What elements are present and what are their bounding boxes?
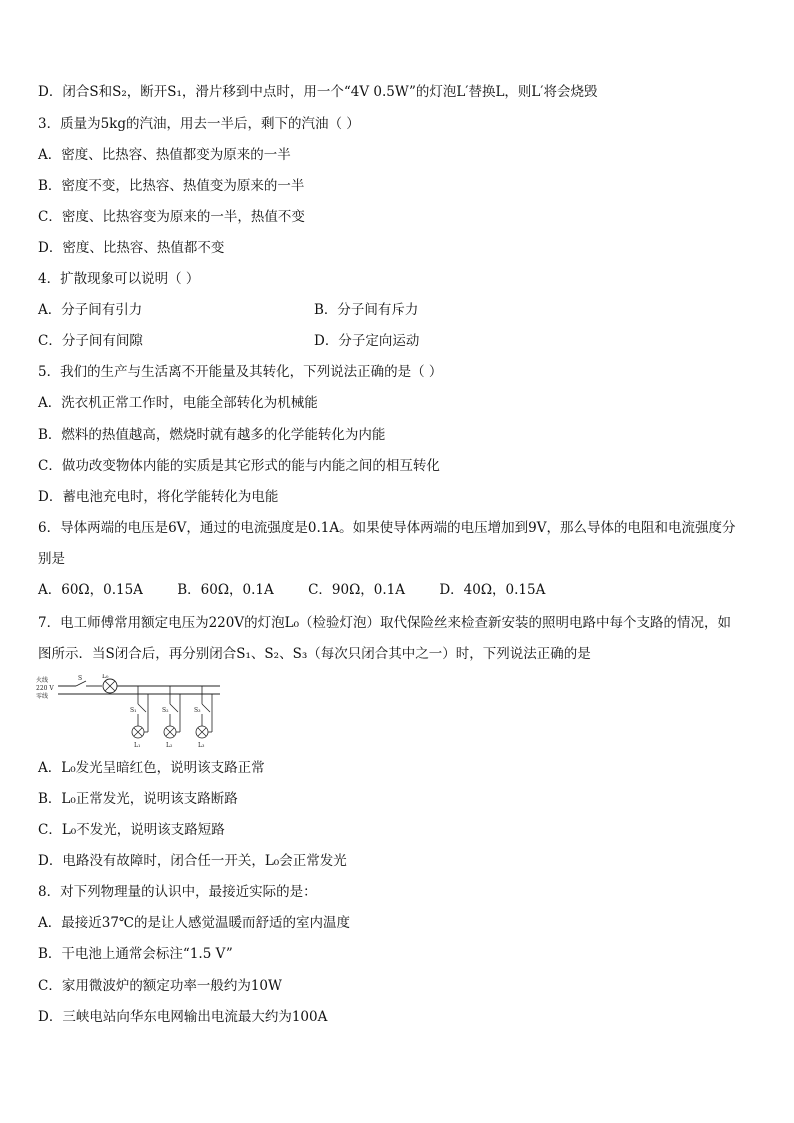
q5-option-b: B．燃料的热值越高，燃烧时就有越多的化学能转化为内能: [38, 427, 386, 443]
lamp1-label: L₁: [134, 742, 141, 749]
q2-option-d: D．闭合S和S₂，断开S₁，滑片移到中点时，用一个“4V 0.5W”的灯泡L′替换L，则L′将会烧毁: [38, 84, 598, 100]
live-wire-label: 火线: [36, 677, 49, 684]
q3-option-d: D．密度、比热容、热值都不变: [38, 240, 225, 256]
q3-stem: 3．质量为5kg的汽油，用去一半后，剩下的汽油（ ）: [38, 116, 360, 132]
branch3-switch-blade: [202, 704, 210, 712]
circuit-diagram: [36, 674, 222, 750]
q8-option-a: A．最接近37℃的是让人感觉温暖而舒适的室内温度: [38, 915, 351, 931]
q7-option-c: C．L₀不发光，说明该支路短路: [38, 822, 225, 838]
q5-stem: 5．我们的生产与生活离不开能量及其转化，下列说法正确的是（ ）: [38, 364, 443, 380]
q8-option-d: D．三峡电站向华东电网输出电流最大约为100A: [38, 1009, 328, 1025]
q3-option-c: C．密度、比热容变为原来的一半，热值不变: [38, 209, 305, 225]
q4-stem: 4．扩散现象可以说明（ ）: [38, 271, 200, 287]
q8-option-c: C．家用微波炉的额定功率一般约为10W: [38, 978, 282, 994]
q6-stem-line1: 6．导体两端的电压是6V，通过的电流强度是0.1A。如果使导体两端的电压增加到9V，那么导体的电阻和电流强度分: [38, 520, 736, 536]
q5-option-d: D．蓄电池充电时，将化学能转化为电能: [38, 489, 279, 505]
lamp2-label: L₂: [166, 742, 173, 749]
q7-option-d: D．电路没有故障时，闭合任一开关，L₀会正常发光: [38, 853, 347, 869]
q5-option-c: C．做功改变物体内能的实质是其它形式的能与内能之间的相互转化: [38, 458, 440, 474]
q4-option-b: B．分子间有斥力: [314, 302, 419, 318]
switch2-label: S₂: [162, 707, 169, 714]
q7-stem-line1: 7．电工师傅常用额定电压为220V的灯泡L₀（检验灯泡）取代保险丝来检查新安装的照明电路中每个支路的情况，如: [38, 615, 731, 631]
q6-stem-line2: 别是: [38, 551, 65, 567]
q6-options: A．60Ω，0.15A B．60Ω，0.1A C．90Ω，0.1A D．40Ω，0.15A: [38, 582, 546, 598]
q7-option-b: B．L₀正常发光，说明该支路断路: [38, 791, 238, 807]
lamp3-label: L₃: [198, 742, 205, 749]
q4-option-a: A．分子间有引力: [38, 302, 143, 318]
q7-option-a: A．L₀发光呈暗红色，说明该支路正常: [38, 760, 265, 776]
branch2-switch-blade: [170, 704, 178, 712]
switch1-label: S₁: [130, 707, 137, 714]
branch1-switch-blade: [138, 704, 146, 712]
neutral-wire-label: 零线: [36, 693, 49, 700]
q4-option-d: D．分子定向运动: [314, 333, 420, 349]
q3-option-a: A．密度、比热容、热值都变为原来的一半: [38, 147, 291, 163]
switch3-label: S₃: [194, 707, 201, 714]
test-lamp-label: L₀: [102, 674, 109, 680]
voltage-label: 220 V: [36, 685, 54, 692]
q4-option-c: C．分子间有间隙: [38, 333, 143, 349]
q7-stem-line2: 图所示．当S闭合后，再分别闭合S₁、S₂、S₃（每次只闭合其中之一）时，下列说法正确的是: [38, 646, 591, 662]
q8-option-b: B．干电池上通常会标注“1.5 V”: [38, 946, 233, 962]
q5-option-a: A．洗衣机正常工作时，电能全部转化为机械能: [38, 395, 318, 411]
main-switch-label: S: [78, 675, 83, 682]
q3-option-b: B．密度不变，比热容、热值变为原来的一半: [38, 178, 305, 194]
q8-stem: 8．对下列物理量的认识中，最接近实际的是：: [38, 884, 317, 900]
